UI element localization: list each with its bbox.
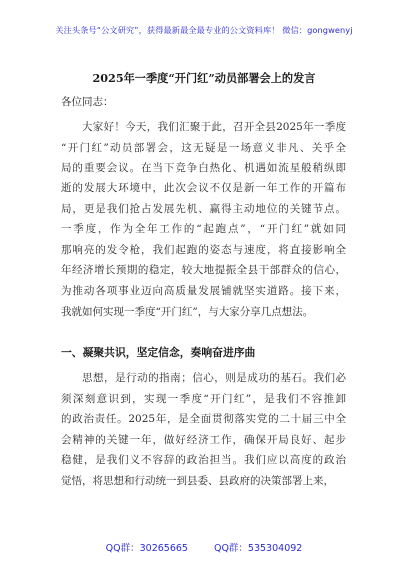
- paragraph-line: 的政治责任。2025年，是全面贯彻落实党的二十届三中全: [61, 413, 346, 426]
- paragraph-section-one: [61, 368, 346, 492]
- paragraph-line: 局，更是我们抢占发展先机、赢得主动地位的关键节点。: [61, 202, 346, 215]
- footer-qq-group-2: QQ群：535304092: [213, 543, 303, 554]
- document-title: 2025年一季度“开门红”动员部署会上的发言: [92, 71, 316, 85]
- paragraph-line: 一季度，作为全年工作的“起跑点”，“开门红”就如同: [61, 223, 346, 236]
- paragraph-line: 那响亮的发令枪，我们起跑的姿态与速度，将直接影响全: [61, 243, 346, 256]
- paragraph-line: 为推动各项事业迈向高质量发展铺就坚实道路。接下来，: [61, 284, 346, 297]
- salutation: 各位同志：: [61, 96, 114, 108]
- paragraph-line: 我就如何实现一季度“开门红”，与大家分享几点想法。: [61, 305, 314, 318]
- paragraph-line: 逝的发展大环境中，此次会议不仅是新一年工作的开篇布: [61, 182, 346, 194]
- footer-contact: [0, 540, 408, 554]
- paragraph-line: 会精神的关键一年，做好经济工作，确保开局良好、起步: [61, 433, 346, 446]
- paragraph-line: 年经济增长预期的稳定，较大地提振全县干部群众的信心，: [61, 264, 346, 277]
- paragraph-line: 大家好！今天，我们汇聚于此，召开全县2025年一季度: [82, 121, 346, 133]
- paragraph-line: 稳健，是我们义不容辞的政治担当。我们应以高度的政治: [61, 454, 346, 467]
- footer-qq-group-1: QQ群：30265665: [105, 543, 188, 554]
- paragraph-line: 须深刻意识到，实现一季度“开门红”，是我们不容推卸: [61, 392, 346, 405]
- section-heading: 一、凝聚共识，坚定信念，奏响奋进序曲: [61, 346, 256, 359]
- paragraph-line: “开门红”动员部署会，这无疑是一场意义非凡、关乎全: [61, 141, 346, 154]
- paragraph-intro: [61, 117, 346, 179]
- promo-banner: 关注头条号“公文研究”，获得最新最全最专业的公文资料库！ 微信：gongwenyj: [55, 25, 353, 35]
- paragraph-line: 觉悟，将思想和行动统一到县委、县政府的决策部署上来，: [61, 474, 334, 487]
- paragraph-continued: [61, 178, 346, 322]
- paragraph-line: 思想，是行动的指南；信心，则是成功的基石。我们必: [82, 372, 346, 384]
- paragraph-line: 局的重要会议。在当下竞争白热化、机遇如流星般稍纵即: [61, 162, 346, 175]
